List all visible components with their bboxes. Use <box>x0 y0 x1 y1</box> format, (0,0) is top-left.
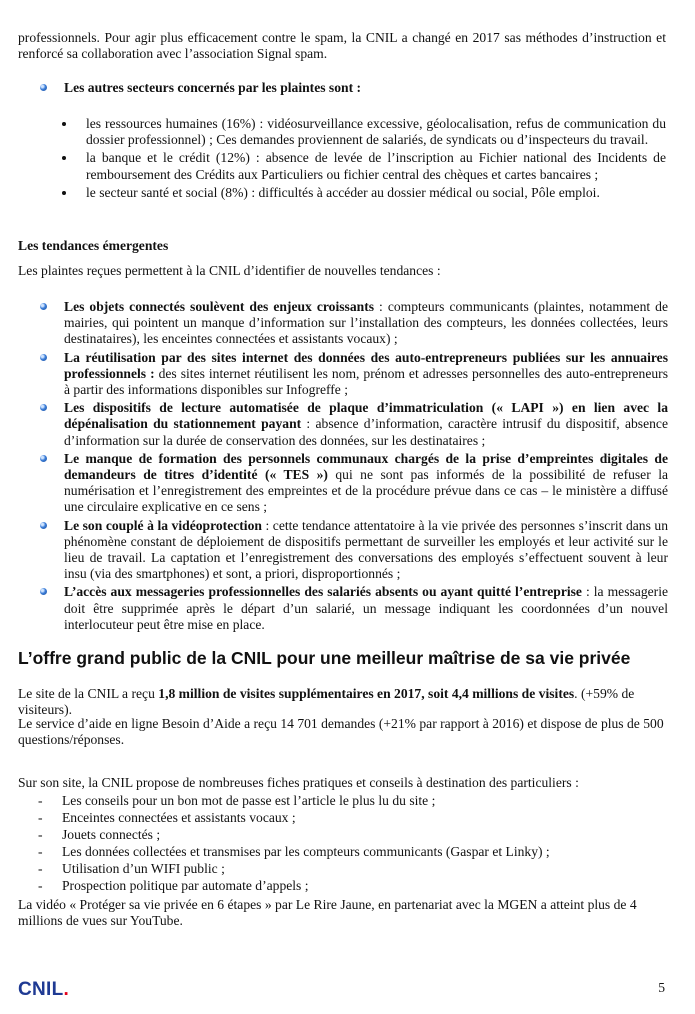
list-item: Le manque de formation des personnels communaux chargés de la prise d’empreintes digitales de demandeurs de titres d’identité (« TES ») qui ne sont pas informés de la possibilité de refuser la numérisation et l’enregistrement des empreintes et de la procédure prévue dans ce cas – le ministère a diffusé une circulaire explicative en ce sens ; <box>40 451 668 516</box>
page-number: 5 <box>658 980 665 995</box>
list-item: - Enceintes connectées et assistants vocaux ; <box>38 810 296 825</box>
blue-sphere-bullet-icon <box>40 303 47 310</box>
video-paragraph: La vidéo « Protéger sa vie privée en 6 étapes » par Le Rire Jaune, en partenariat avec la MGEN a atteint plus de 4 millions de vues sur YouTube. <box>18 897 637 929</box>
trends-intro: Les plaintes reçues permettent à la CNIL d’identifier de nouvelles tendances : <box>18 263 441 278</box>
list-item: les ressources humaines (16%) : vidéosurveillance excessive, géolocalisation, refus de communication du dossier professionnel) ; Ces demandes proviennent de salariés, de syndicats ou d’inspecteurs du travail. <box>62 116 666 148</box>
cnil-logo: CNIL. <box>18 979 70 1000</box>
other-sectors-heading: Les autres secteurs concernés par les plaintes sont : <box>64 80 362 95</box>
list-item: La réutilisation par des sites internet des données des auto-entrepreneurs publiées sur les annuaires professionnels : des sites internet réutilisent les nom, prénom et adresses personnelles des auto-entrepreneurs à partir des informations disponibles sur Infogreffe ; <box>40 350 668 399</box>
other-sectors-heading-item <box>40 80 668 96</box>
help-paragraph: Le service d’aide en ligne Besoin d’Aide a reçu 14 701 demandes (+21% par rapport à 2016) et dispose de plus de 500 questions/réponses. <box>18 716 664 748</box>
blue-sphere-bullet-icon <box>40 455 47 462</box>
sheets-intro: Sur son site, la CNIL propose de nombreuses fiches pratiques et conseils à destination des particuliers : <box>18 775 579 790</box>
list-item: - Utilisation d’un WIFI public ; <box>38 861 225 876</box>
list-item: - Les conseils pour un bon mot de passe est l’article le plus lu du site ; <box>38 793 436 808</box>
intro-paragraph: professionnels. Pour agir plus efficacement contre le spam, la CNIL a changé en 2017 sas méthodes d’instruction et renforcé sa collaboration avec l’association Signal spam. <box>18 30 666 62</box>
black-dot-bullet-icon <box>62 191 66 195</box>
list-item: Le son couplé à la vidéoprotection : cette tendance attentatoire à la vie privée des personnes s’inscrit dans un phénomène constant de déploiement de dispositifs permettant de surveiller les employés et leur activité sur le lieu de travail. La captation et l’enregistrement des conversations des employés s’effectuent souvent à leur insu (via des smartphones) et sont, a priori, disproportionnés ; <box>40 518 668 583</box>
blue-sphere-bullet-icon <box>40 84 47 91</box>
list-item: - Prospection politique par automate d’appels ; <box>38 878 309 893</box>
trends-heading: Les tendances émergentes <box>18 238 169 253</box>
list-item: - Les données collectées et transmises par les compteurs communicants (Gaspar et Linky) ; <box>38 844 550 859</box>
black-dot-bullet-icon <box>62 122 66 126</box>
black-dot-bullet-icon <box>62 156 66 160</box>
blue-sphere-bullet-icon <box>40 404 47 411</box>
blue-sphere-bullet-icon <box>40 522 47 529</box>
sheets-list <box>38 792 658 894</box>
list-item: L’accès aux messageries professionnelles des salariés absents ou ayant quitté l’entreprise : la messagerie doit être supprimée après le départ d’un salarié, un message indiquant les coordonnées d’un nouvel interlocuteur peut être mise en place. <box>40 584 668 633</box>
blue-sphere-bullet-icon <box>40 354 47 361</box>
other-sectors-list <box>62 116 666 203</box>
list-item: - Jouets connectés ; <box>38 827 161 842</box>
visits-paragraph: Le site de la CNIL a reçu 1,8 million de visites supplémentaires en 2017, soit 4,4 millions de visites. (+59% de visiteurs). <box>18 686 635 718</box>
list-item: le secteur santé et social (8%) : difficultés à accéder au dossier médical ou social, Pôle emploi. <box>62 185 666 201</box>
list-item: Les objets connectés soulèvent des enjeux croissants : compteurs communicants (plaintes, notamment de mairies, qui pointent un manque d’information sur l’installation des compteurs, les données collectées, leurs destinataires), les enceintes connectées et assistants vocaux) ; <box>40 299 668 348</box>
offer-heading: L’offre grand public de la CNIL pour une meilleur maîtrise de sa vie privée <box>18 648 631 668</box>
trends-list <box>40 299 668 633</box>
list-item: la banque et le crédit (12%) : absence de levée de l’inscription au Fichier national des Incidents de remboursement des Crédits aux Particuliers ou fichier central des chèques et cartes bancaires ; <box>62 150 666 182</box>
list-item: Les dispositifs de lecture automatisée de plaque d’immatriculation (« LAPI ») en lien avec la dépénalisation du stationnement payant : absence d’information, caractère intrusif du dispositif, absence d’information sur la durée de conservation des données, sur les destinataires ; <box>40 400 668 449</box>
other-sectors-heading-list <box>40 80 668 96</box>
blue-sphere-bullet-icon <box>40 588 47 595</box>
